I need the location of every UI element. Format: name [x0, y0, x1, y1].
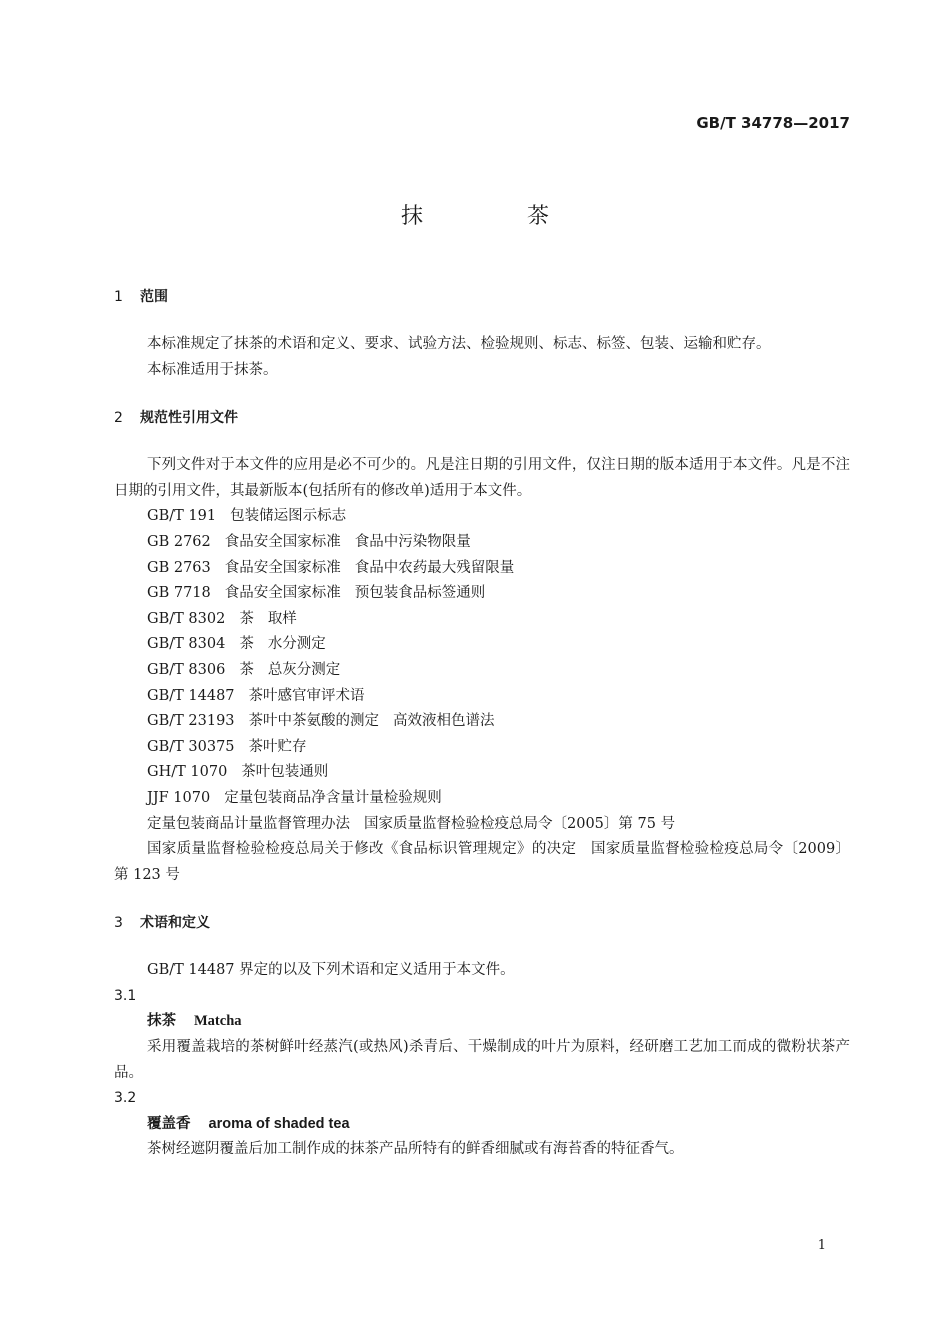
title-char-2: 茶	[527, 204, 550, 229]
document-title	[0, 199, 950, 230]
clause-number: 3.1	[114, 987, 137, 1004]
title-char-1: 抹	[400, 204, 423, 229]
term-definition: 采用覆盖栽培的茶树鲜叶经蒸汽(或热风)杀青后、干燥制成的叶片为原料，经研磨工艺加工而成的微粉状茶产品。	[114, 1039, 850, 1081]
section-heading-terms: 3 术语和定义	[114, 915, 210, 932]
section-heading-scope: 1 范围	[114, 289, 168, 305]
term-definition: 茶树经遮阴覆盖后加工制作成的抹茶产品所特有的鲜香细腻或有海苔香的特征香气。	[147, 1141, 684, 1158]
reference-item: GB 7718 食品安全国家标准 预包装食品标签通则	[147, 585, 486, 602]
standard-code: GB/T 34778—2017	[696, 114, 850, 132]
reference-item: GB/T 8302 茶 取样	[147, 610, 297, 627]
section-heading-normative-references: 2 规范性引用文件	[114, 410, 238, 427]
document-body	[114, 284, 850, 1163]
clause-number: 3.2	[114, 1090, 137, 1107]
paragraph: 下列文件对于本文件的应用是必不可少的。凡是注日期的引用文件，仅注日期的版本适用于本文件。凡是不注日期的引用文件，其最新版本(包括所有的修改单)适用于本文件。	[114, 457, 850, 499]
reference-item: GB/T 8304 茶 水分测定	[147, 636, 326, 653]
reference-item: GB/T 8306 茶 总灰分测定	[147, 661, 341, 678]
reference-item: GB 2763 食品安全国家标准 食品中农药最大残留限量	[147, 559, 515, 576]
reference-item-wrapped: 国家质量监督检验检疫总局关于修改《食品标识管理规定》的决定 国家质量监督检验检疫总局令〔2009〕第 123 号	[114, 841, 850, 883]
reference-item: GH/T 1070 茶叶包装通则	[147, 764, 329, 781]
paragraph: GB/T 14487 界定的以及下列术语和定义适用于本文件。	[147, 962, 515, 979]
reference-item: GB 2762 食品安全国家标准 食品中污染物限量	[147, 533, 471, 550]
term-heading: 覆盖香 aroma of shaded tea	[147, 1115, 350, 1132]
reference-item: GB/T 14487 茶叶感官审评术语	[147, 687, 365, 704]
page-number: 1	[817, 1238, 826, 1253]
reference-item: GB/T 23193 茶叶中茶氨酸的测定 高效液相色谱法	[147, 713, 495, 730]
reference-item: 定量包装商品计量监督管理办法 国家质量监督检验检疫总局令〔2005〕第 75 号	[147, 815, 676, 832]
reference-item: GB/T 191 包装储运图示标志	[147, 508, 347, 525]
paragraph: 本标准规定了抹茶的术语和定义、要求、试验方法、检验规则、标志、标签、包装、运输和贮存。	[147, 336, 771, 352]
reference-item: GB/T 30375 茶叶贮存	[147, 738, 307, 755]
reference-item: JJF 1070 定量包装商品净含量计量检验规则	[147, 789, 442, 806]
term-heading: 抹茶 Matcha	[147, 1013, 242, 1030]
paragraph: 本标准适用于抹茶。	[147, 361, 278, 378]
